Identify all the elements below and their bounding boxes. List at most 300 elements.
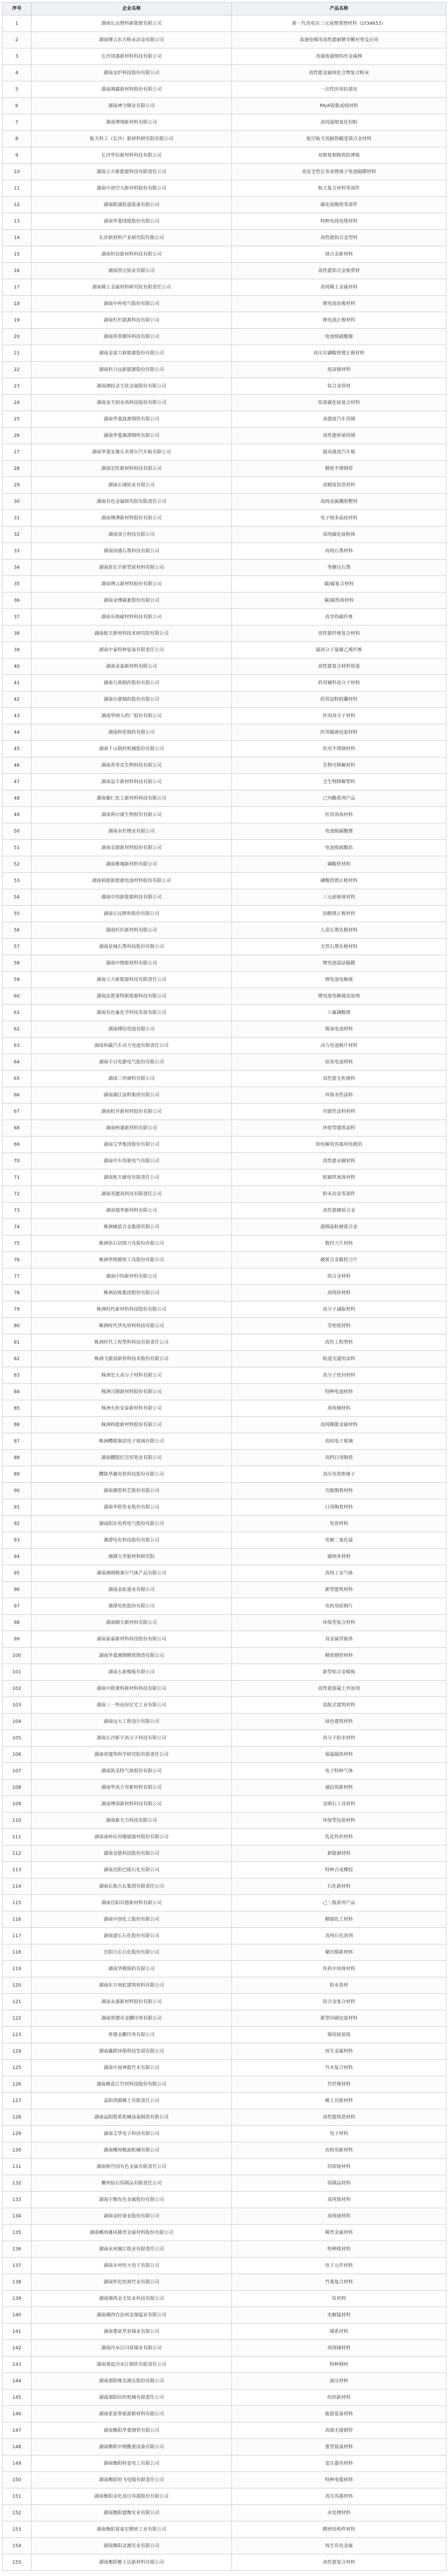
table-header-row <box>3 3 446 15</box>
company-cell: 湖南永州恒大电子有限公司 <box>31 2258 232 2274</box>
table-row <box>3 494 446 510</box>
product-cell: 航天复合材料零部件 <box>232 180 446 197</box>
table-row <box>3 1318 446 1334</box>
product-cell: 电子元件材料 <box>232 2258 446 2274</box>
table-row <box>3 1005 446 1021</box>
index-cell: 87 <box>3 1433 31 1450</box>
company-cell: 湖南金旺铋业股份有限公司 <box>31 2208 232 2225</box>
index-cell: 152 <box>3 2505 31 2521</box>
product-cell: 高纯碳化硅粉体 <box>232 527 446 543</box>
index-cell: 146 <box>3 2406 31 2422</box>
product-cell: 旅游装备材料 <box>232 2406 446 2422</box>
product-cell: 水处理材料 <box>232 2505 446 2521</box>
index-cell: 93 <box>3 1532 31 1549</box>
product-cell: 锂电池负极材料 <box>232 296 446 312</box>
table-row <box>3 1417 446 1433</box>
company-cell: 湖南冷水江闪星锑业有限公司 <box>31 2340 232 2357</box>
table-row <box>3 708 446 724</box>
product-cell: 高精度铝箔材料 <box>232 477 446 494</box>
index-cell: 127 <box>3 2093 31 2109</box>
product-cell: 环保型建筑涂料 <box>232 1120 446 1137</box>
company-cell: 湖南中车尚驱电气有限公司 <box>31 1153 232 1170</box>
table-row <box>3 2225 446 2241</box>
index-cell: 41 <box>3 675 31 691</box>
index-cell: 26 <box>3 428 31 444</box>
company-cell: 湖南普菲克生物科技有限公司 <box>31 757 232 774</box>
product-cell: 装配式建筑材料 <box>232 1697 446 1714</box>
index-cell: 115 <box>3 1895 31 1911</box>
table-row <box>3 1021 446 1038</box>
index-cell: 51 <box>3 840 31 856</box>
company-cell: 湖南尔康制药股份有限公司 <box>31 691 232 708</box>
product-cell: 乳化炸药材料 <box>232 1829 446 1845</box>
company-cell: 湖南娄底华星锑业有限公司 <box>31 2324 232 2340</box>
company-cell: 湖南金炉科技股份有限公司 <box>31 65 232 81</box>
table-row <box>3 263 446 279</box>
product-cell: 锂电池湿法隔膜 <box>232 955 446 972</box>
product-cell: 高纯金属溅射靶材 <box>232 494 446 510</box>
index-cell: 110 <box>3 1812 31 1829</box>
company-cell: 湖南华腾制药有限公司 <box>31 1961 232 1977</box>
index-cell: 94 <box>3 1549 31 1565</box>
table-row <box>3 197 446 213</box>
company-cell: 湖南立方新能源科技有限责任公司 <box>31 164 232 180</box>
table-row <box>3 48 446 65</box>
product-cell: 高性能无机颜料 <box>232 1071 446 1087</box>
index-cell: 6 <box>3 98 31 114</box>
product-cell: 药用淀粉胶囊材料 <box>232 691 446 708</box>
index-cell: 118 <box>3 1944 31 1961</box>
index-cell: 85 <box>3 1400 31 1417</box>
product-cell: 新型印刷包装材料 <box>232 2010 446 2027</box>
company-cell: 醴陵华鑫电瓷科技股份有限公司 <box>31 1466 232 1483</box>
index-cell: 144 <box>3 2373 31 2389</box>
table-row <box>3 1137 446 1153</box>
company-cell: 湖南九典制药股份有限公司 <box>31 675 232 691</box>
company-cell: 株洲科能新材料股份有限公司 <box>31 1417 232 1433</box>
table-row <box>3 2472 446 2488</box>
index-cell: 5 <box>3 81 31 98</box>
index-cell: 98 <box>3 1615 31 1631</box>
table-row <box>3 2488 446 2505</box>
product-cell: 超细晶粒硬质合金 <box>232 1219 446 1235</box>
company-cell: 湖南永盛新材料股份有限公司 <box>31 1994 232 2010</box>
product-cell: 高纯稀土金属材料 <box>232 279 446 296</box>
company-cell: 湖南泰嘉新材料科技股份有限公司 <box>31 1631 232 1648</box>
index-cell: 63 <box>3 1038 31 1054</box>
table-row <box>3 2159 446 2175</box>
product-cell: 超高强度汽车板 <box>232 444 446 461</box>
index-cell: 142 <box>3 2340 31 2357</box>
index-cell: 100 <box>3 1648 31 1664</box>
product-cell: 纺织新材料 <box>232 2389 446 2406</box>
index-cell: 42 <box>3 691 31 708</box>
company-cell: 湘潭电机股份有限公司 <box>31 1598 232 1615</box>
index-cell: 54 <box>3 889 31 906</box>
product-cell: 锂电池电解液添加剂 <box>232 988 446 1005</box>
index-cell: 120 <box>3 1977 31 1994</box>
table-row <box>3 296 446 312</box>
index-cell: 7 <box>3 114 31 131</box>
company-cell: 湖南凯美特气体股份有限公司 <box>31 1763 232 1780</box>
company-cell: 湖南华菱涟源钢铁有限公司 <box>31 411 232 428</box>
product-cell: 新能源材料 <box>232 1845 446 1862</box>
product-cell: 等静压石墨 <box>232 560 446 576</box>
table-row <box>3 675 446 691</box>
product-cell: 钛合金管材 <box>232 378 446 395</box>
table-row <box>3 1697 446 1714</box>
table-row <box>3 461 446 477</box>
index-cell: 97 <box>3 1598 31 1615</box>
product-cell: 高性能硬质合金 <box>232 1202 446 1219</box>
index-cell: 49 <box>3 807 31 823</box>
product-cell: 高性能铝合金板带材 <box>232 263 446 279</box>
table-row <box>3 2043 446 2060</box>
index-cell: 133 <box>3 2192 31 2208</box>
table-row <box>3 378 446 395</box>
company-cell: 湘潭电化科技股份有限公司 <box>31 1532 232 1549</box>
table-row <box>3 2093 446 2109</box>
product-cell: 环保型包装材料 <box>232 1812 446 1829</box>
company-product-table <box>2 2 446 2571</box>
index-cell: 107 <box>3 1763 31 1780</box>
company-cell: 湖南丰日电源电气股份有限公司 <box>31 1054 232 1071</box>
company-cell: 湖南有色金属研究院有限责任公司 <box>31 494 232 510</box>
product-cell: 医用输液包装材料 <box>232 724 446 741</box>
company-cell: 湖南益丰新材料科技有限公司 <box>31 774 232 790</box>
table-row <box>3 691 446 708</box>
table-row <box>3 230 446 246</box>
index-cell: 3 <box>3 48 31 65</box>
table-row <box>3 2208 446 2225</box>
index-cell: 99 <box>3 1631 31 1648</box>
index-cell: 29 <box>3 477 31 494</box>
table-row <box>3 1285 446 1301</box>
company-cell: 湖南中锂新材料有限公司 <box>31 955 232 972</box>
table-row <box>3 1483 446 1499</box>
table-row <box>3 2554 446 2571</box>
table-row <box>3 2455 446 2472</box>
table-row <box>3 1862 446 1878</box>
index-cell: 33 <box>3 543 31 560</box>
product-cell: 高性能纤维复合材料 <box>232 625 446 642</box>
company-cell: 湖南永州湘江纸业有限责任公司 <box>31 2241 232 2258</box>
table-row <box>3 988 446 1005</box>
product-cell: 己二胺系列产品 <box>232 1895 446 1911</box>
table-row <box>3 1516 446 1532</box>
product-cell: 高性能复合材料管道 <box>232 658 446 675</box>
product-cell: 超高分子量聚乙烯纤维 <box>232 642 446 658</box>
table-row <box>3 1664 446 1681</box>
company-cell: 湖南中创化工股份有限公司 <box>31 1911 232 1928</box>
product-cell: 双金属带锯条 <box>232 1631 446 1648</box>
table-row <box>3 1153 446 1170</box>
index-cell: 43 <box>3 708 31 724</box>
index-cell: 65 <box>3 1071 31 1087</box>
company-cell: 湖南长远锂科股份有限公司 <box>31 906 232 922</box>
index-cell: 125 <box>3 2060 31 2076</box>
index-cell: 64 <box>3 1054 31 1071</box>
product-cell: 精密结构件材料 <box>232 2521 446 2538</box>
table-row <box>3 2142 446 2159</box>
table-row <box>3 1104 446 1120</box>
index-cell: 47 <box>3 774 31 790</box>
product-cell: 竹纤维材料 <box>232 2076 446 2093</box>
table-row <box>3 840 446 856</box>
table-row <box>3 1911 446 1928</box>
product-cell: 功能性涂料材料 <box>232 1104 446 1120</box>
company-cell: 湖南法恩莱特新能源科技有限公司 <box>31 988 232 1005</box>
product-cell: 医用高分子材料 <box>232 708 446 724</box>
company-cell: 湖南省建筑科学研究院有限责任公司 <box>31 1747 232 1763</box>
product-cell: 稀土功能材料 <box>232 2093 446 2109</box>
product-cell: 铝合金复合材料 <box>232 1994 446 2010</box>
index-cell: 154 <box>3 2538 31 2554</box>
table-row <box>3 2357 446 2373</box>
product-cell: 电机用硅钢片 <box>232 1598 446 1615</box>
index-cell: 66 <box>3 1087 31 1104</box>
table-row <box>3 1384 446 1400</box>
product-cell: 高性能复合材料 <box>232 2554 446 2571</box>
table-row <box>3 1252 446 1268</box>
company-cell: 株洲硬质合金集团有限公司 <box>31 1219 232 1235</box>
index-cell: 50 <box>3 823 31 840</box>
table-row <box>3 1681 446 1697</box>
table-row <box>3 246 446 263</box>
index-cell: 27 <box>3 444 31 461</box>
product-cell: 电池级硫酸镍 <box>232 329 446 345</box>
index-cell: 35 <box>3 576 31 592</box>
index-cell: 83 <box>3 1367 31 1384</box>
table-row <box>3 1120 446 1137</box>
table-row <box>3 1087 446 1104</box>
table-row <box>3 1796 446 1812</box>
table-row <box>3 1780 446 1796</box>
index-cell: 96 <box>3 1582 31 1598</box>
index-cell: 71 <box>3 1170 31 1186</box>
table-row <box>3 2373 446 2389</box>
company-cell: 湖南中科电气股份有限公司 <box>31 296 232 312</box>
table-row <box>3 741 446 757</box>
table-row <box>3 2291 446 2307</box>
company-cell: 湖南华菱湘潭钢铁有限公司 <box>31 428 232 444</box>
index-cell: 72 <box>3 1186 31 1202</box>
company-cell: 湖南国盛石墨科技有限公司 <box>31 543 232 560</box>
table-row <box>3 1730 446 1747</box>
index-cell: 123 <box>3 2027 31 2043</box>
table-row <box>3 2076 446 2093</box>
company-cell: 湖南邦普循环科技有限公司 <box>31 329 232 345</box>
product-cell: 电解二氧化锰 <box>232 1532 446 1549</box>
table-row <box>3 1845 446 1862</box>
index-cell: 39 <box>3 642 31 658</box>
company-cell: 湖南杉杉新材料有限公司 <box>31 922 232 939</box>
index-cell: 48 <box>3 790 31 807</box>
index-cell: 148 <box>3 2439 31 2455</box>
table-row <box>3 98 446 114</box>
index-cell: 104 <box>3 1714 31 1730</box>
company-cell: 湖南桃花江竹材科技股份有限公司 <box>31 2076 232 2093</box>
company-cell: 湖南鑫联环保科技发展有限公司 <box>31 2043 232 2060</box>
company-cell: 湖南中泰特种装备有限责任公司 <box>31 642 232 658</box>
index-cell: 69 <box>3 1137 31 1153</box>
table-body <box>3 15 446 2571</box>
table-row <box>3 906 446 922</box>
table-row <box>3 2126 446 2142</box>
company-cell: 湖南中钨新材料有限公司 <box>31 1268 232 1285</box>
product-cell: 钨合金材料 <box>232 1268 446 1285</box>
company-cell: 湖南博信电池有限公司 <box>31 1021 232 1038</box>
company-cell: 湖南娄底冷水江钢铁有限责任公司 <box>31 2357 232 2373</box>
product-cell: 高纯石化溶剂 <box>232 1928 446 1944</box>
company-cell: 湖南华联瓷业股份有限公司 <box>31 1499 232 1516</box>
table-row <box>3 2175 446 2192</box>
company-cell: 湖南郴州粮油机械有限公司 <box>31 2142 232 2159</box>
index-cell: 11 <box>3 180 31 197</box>
product-cell: 绿色建筑材料 <box>232 1714 446 1730</box>
product-cell: 己内酯系列产品 <box>232 790 446 807</box>
product-cell: 一次性医用抗菌布 <box>232 81 446 98</box>
company-cell: 湖南英捷高科技有限责任公司 <box>31 1186 232 1202</box>
product-cell: 稀贵金属材料 <box>232 2225 446 2241</box>
company-cell: 湖南中南神箭竹木有限公司 <box>31 2060 232 2076</box>
product-cell: 钨钼铋材料 <box>232 2159 446 2175</box>
product-cell: 电子特种气体 <box>232 1763 446 1780</box>
index-cell: 122 <box>3 2010 31 2027</box>
company-cell: 湖南宏旺新材料科技有限公司 <box>31 461 232 477</box>
index-cell: 155 <box>3 2554 31 2571</box>
product-cell: 高纯稀散金属材料 <box>232 1417 446 1433</box>
company-cell: 株洲兴隆新材料股份有限公司 <box>31 1384 232 1400</box>
index-cell: 111 <box>3 1829 31 1845</box>
index-cell: 25 <box>3 411 31 428</box>
index-cell: 2 <box>3 32 31 48</box>
company-cell: 湖南华讯方舟新材料有限公司 <box>31 1780 232 1796</box>
company-cell: 湖南湘钢梅塞尔气体产品有限公司 <box>31 1565 232 1582</box>
table-row <box>3 1499 446 1516</box>
table-row <box>3 2109 446 2126</box>
index-cell: 102 <box>3 1681 31 1697</box>
table-row <box>3 972 446 988</box>
table-row <box>3 2422 446 2439</box>
company-cell: 株洲钻石切削刀具股份有限公司 <box>31 1235 232 1252</box>
table-row <box>3 1829 446 1845</box>
product-cell: 保温隔热材料 <box>232 1747 446 1763</box>
company-cell: 湖南中联重科新材料科技有限公司 <box>31 1681 232 1697</box>
company-cell: 株洲冶炼集团股份有限公司 <box>31 1285 232 1301</box>
index-cell: 17 <box>3 279 31 296</box>
product-cell: 高速电梯用高性能耐磨导靴衬垫及应用 <box>232 32 446 48</box>
company-cell: 湖南衡阳建衡实业有限公司 <box>31 2505 232 2521</box>
index-cell: 10 <box>3 164 31 180</box>
table-row <box>3 2406 446 2422</box>
index-cell: 124 <box>3 2043 31 2060</box>
company-cell: 湖南华菱湘钢精密制造有限公司 <box>31 1648 232 1664</box>
table-row <box>3 543 446 560</box>
table-row <box>3 1631 446 1648</box>
index-cell: 77 <box>3 1268 31 1285</box>
index-cell: 32 <box>3 527 31 543</box>
table-row <box>3 1054 446 1071</box>
company-cell: 长沙新材料产业研究院有限公司 <box>31 230 232 246</box>
index-cell: 23 <box>3 378 31 395</box>
company-cell: 湖南岳阳巴陵石化有限公司 <box>31 1862 232 1878</box>
company-cell: 湖南艾华集团股份有限公司 <box>31 1137 232 1153</box>
table-row <box>3 592 446 609</box>
company-cell: 湖南中伟新能源科技有限公司 <box>31 889 232 906</box>
product-cell: 高性能金属间化合物复合粉末 <box>232 65 446 81</box>
company-cell: 湖南湘西金天钛业科技有限公司 <box>31 2291 232 2307</box>
index-cell: 52 <box>3 856 31 873</box>
table-row <box>3 2258 446 2274</box>
company-cell: 湖南岳阳昌德新材料有限公司 <box>31 1895 232 1911</box>
index-cell: 37 <box>3 609 31 625</box>
product-cell: PA/A银集成线材料 <box>232 98 446 114</box>
table-row <box>3 658 446 675</box>
index-cell: 136 <box>3 2241 31 2258</box>
product-cell: 石化新材料 <box>232 1878 446 1895</box>
table-row <box>3 1565 446 1582</box>
table-row <box>3 2521 446 2538</box>
table-row <box>3 873 446 889</box>
product-cell: 电瓷材料 <box>232 1516 446 1532</box>
product-cell: 航空航天用耐热蠕变镁合金材料 <box>232 131 446 147</box>
index-cell: 109 <box>3 1796 31 1812</box>
table-row <box>3 32 446 48</box>
table-row <box>3 1747 446 1763</box>
index-cell: 21 <box>3 345 31 362</box>
index-cell: 79 <box>3 1301 31 1318</box>
table-row <box>3 1532 446 1549</box>
company-cell: 湖南湘瓷科艺股份有限公司 <box>31 1483 232 1499</box>
index-cell: 46 <box>3 757 31 774</box>
company-cell: 湖南华菱安赛乐米塔尔汽车板有限公司 <box>31 444 232 461</box>
index-cell: 67 <box>3 1104 31 1120</box>
product-cell: 锂电池正极材料 <box>232 312 446 329</box>
index-cell: 76 <box>3 1252 31 1268</box>
table-row <box>3 2307 446 2324</box>
company-cell: 湖南博云东方粉末冶金有限公司 <box>31 32 232 48</box>
company-cell: 湖南联诚轨道装备有限公司 <box>31 197 232 213</box>
table-row <box>3 2505 446 2521</box>
table-row <box>3 2027 446 2043</box>
company-cell: 湖南衡阳富泰宏精密工业有限公司 <box>31 2521 232 2538</box>
product-cell: 特种电缆材料 <box>232 2472 446 2488</box>
index-cell: 151 <box>3 2488 31 2505</box>
product-cell: 防水卷材 <box>232 1977 446 1994</box>
product-cell: 高性能铝合金型材 <box>232 230 446 246</box>
table-row <box>3 807 446 823</box>
table-row <box>3 1268 446 1285</box>
table-row <box>3 2010 446 2027</box>
table-row <box>3 939 446 955</box>
table-row <box>3 1351 446 1367</box>
product-cell: 特种钢材 <box>232 2357 446 2373</box>
product-cell: 医药中间体材料 <box>232 1961 446 1977</box>
index-cell: 137 <box>3 2258 31 2274</box>
table-row <box>3 1714 446 1730</box>
company-cell: 株洲时代新材料科技股份有限公司 <box>31 1301 232 1318</box>
product-cell: 生物可降解材料 <box>232 757 446 774</box>
index-cell: 134 <box>3 2208 31 2225</box>
product-cell: 铝基碳化硅复合材料 <box>232 395 446 411</box>
index-cell: 112 <box>3 1845 31 1862</box>
table-row <box>3 164 446 180</box>
product-cell: 特种合成橡胶 <box>232 1862 446 1878</box>
company-cell: 湖南省长宇新型炭材料有限公司 <box>31 560 232 576</box>
product-cell: 粉末冶金零部件 <box>232 1186 446 1202</box>
product-cell: 高性能桥梁用钢 <box>232 428 446 444</box>
